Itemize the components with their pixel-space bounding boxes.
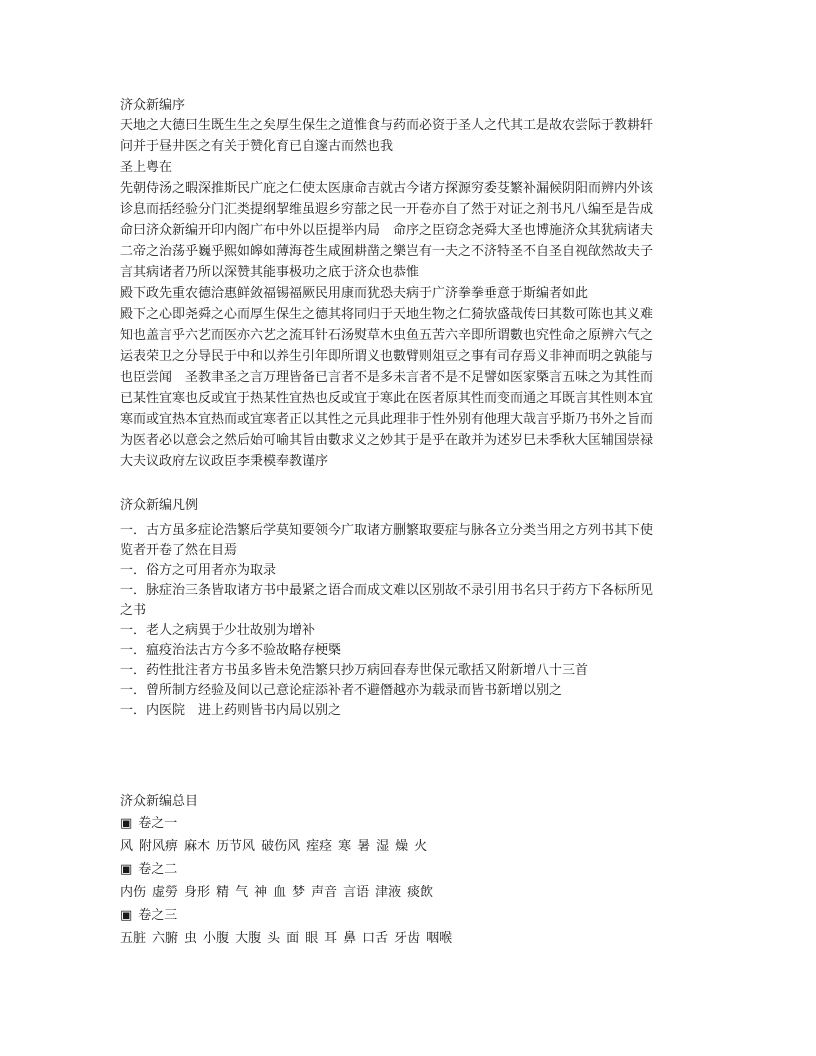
fanli-item: 一．脉症治三条皆取诸方书中最紧之语合而成文难以区别故不录引用书名只于药方下各标所见 (120, 583, 654, 598)
volume-item: 历节风 (216, 839, 256, 854)
preface-line: 大夫议政府左议政臣李秉模奉教谨序 (120, 454, 329, 469)
volume-item: 暑 (357, 839, 371, 854)
volume-item: 五脏 (120, 931, 147, 946)
preface-line: 先朝侍汤之暇深推斯民广庇之仁使太医康命吉就古今诸方探源穷委芟繁补漏候阴阳而辨内外该 (120, 181, 654, 196)
document-page (120, 96, 696, 946)
preface-line: 知也盖言乎六艺而医亦六艺之流耳针石汤熨草木虫鱼五苦六辛即所谓數也究性命之原辨六气之 (120, 328, 654, 343)
fanli-section (120, 496, 696, 721)
volume-item: 耳 (324, 931, 338, 946)
preface-line: 天地之大德曰生既生生之矣厚生保生之道惟食与药而必资于圣人之代其工是故农尝际于教耕轩 (120, 118, 654, 133)
volume-item: 寒 (338, 839, 352, 854)
preface-body (120, 115, 696, 472)
fanli-list (120, 521, 696, 721)
volume-items (120, 880, 696, 905)
volume-item: 津液 (375, 885, 402, 900)
preface-line: 殿下之心即尧舜之心而厚生保生之德其将同归于天地生物之仁猗欤盛哉传曰其数可陈也其义难 (120, 307, 654, 322)
volume-item: 麻木 (184, 839, 211, 854)
preface-line: 问并于昼井医之有关于赞化育已自邃古而然也我 (120, 139, 394, 154)
volume-item: 燥 (395, 839, 409, 854)
volume-heading (120, 859, 696, 880)
volume-item: 声音 (311, 885, 338, 900)
preface-line: 为医者必以意会之然后始可喻其旨由數求义之妙其于是乎在敢并为述岁巳未季秋大匡辅国崇禄 (120, 433, 654, 448)
square-marker-icon: ▣ (120, 908, 133, 923)
volume-item: 痓痉 (306, 839, 333, 854)
contents-title: 济众新编总目 (120, 794, 199, 809)
preface-line: 言其病诸者乃所以深赞其能事极功之底于济众也恭惟 (120, 265, 420, 280)
volume-item: 身形 (184, 885, 211, 900)
preface-line: 殿下政先重农德洽惠鲜敛福锡福厥民用康而犹恐夫病于广济拳拳垂意于斯编者如此 (120, 286, 589, 301)
volume-item: 大腹 (235, 931, 262, 946)
fanli-item: 一．俗方之可用者亦为取录 (120, 563, 277, 578)
volume-item: 言语 (343, 885, 370, 900)
volume-label: 卷之二 (138, 862, 178, 877)
volume-label: 卷之一 (138, 816, 178, 831)
volume-item: 精 (216, 885, 230, 900)
volume-item: 火 (414, 839, 428, 854)
volume-item: 牙齿 (394, 931, 421, 946)
fanli-item: 览者开卷了然在目焉 (120, 543, 238, 558)
volume-heading (120, 813, 696, 834)
preface-line: 诊息而括经验分门汇类提纲挈维虽遐乡穷蔀之民一开卷亦自了然于对证之剂书凡八编至是告成 (120, 202, 654, 217)
volume-item: 虚勞 (152, 885, 179, 900)
volume-item: 口舌 (362, 931, 389, 946)
fanli-item: 一．瘟疫治法古方今多不验故略存梗槩 (120, 643, 342, 658)
volume-item: 小腹 (203, 931, 230, 946)
preface-line: 二帝之治荡乎巍乎熙如皞如薄海苍生咸囿耕凿之樂岂有一夫之不济特圣不自圣自视欿然故夫子 (120, 244, 654, 259)
preface-title: 济众新编序 (120, 98, 186, 113)
volume-item: 梦 (292, 885, 306, 900)
square-marker-icon: ▣ (120, 816, 133, 831)
volume-item: 湿 (376, 839, 390, 854)
preface-line: 圣上粤在 (120, 160, 173, 175)
volume-item: 鼻 (343, 931, 357, 946)
fanli-item: 一．内医院 进上药则皆书内局以别之 (120, 703, 342, 718)
fanli-item: 一．曾所制方经验及间以己意论症添补者不避僭越亦为载录而皆书新增以别之 (120, 683, 563, 698)
volume-item: 血 (273, 885, 287, 900)
volume-item: 眼 (305, 931, 319, 946)
volume-item: 神 (254, 885, 268, 900)
volume-items (120, 926, 696, 951)
volume-item: 六腑 (152, 931, 179, 946)
volume-item: 内伤 (120, 885, 147, 900)
fanli-item: 一．老人之病異于少壮故别为增补 (120, 623, 316, 638)
volume-item: 痰飲 (407, 885, 434, 900)
volume-item: 附风痹 (139, 839, 179, 854)
fanli-item: 一．古方虽多症论浩繁后学莫知要领今广取诸方删繁取要症与脉各立分类当用之方列书其下使 (120, 523, 654, 538)
volume-label: 卷之三 (138, 908, 178, 923)
volume-item: 破伤风 (261, 839, 301, 854)
volume-heading (120, 905, 696, 926)
volume-list (120, 813, 696, 951)
preface-line: 运表荣卫之分导民于中和以养生引年即所谓义也數臂则俎豆之事有司存焉义非神而明之孰能与 (120, 349, 654, 364)
volume-item: 咽喉 (426, 931, 453, 946)
volume-items (120, 834, 696, 859)
preface-line: 已某性宜寒也反或宜于热某性宜热也反或宜于寒此在医者原其性而变而通之耳既言其性则本宜 (120, 391, 654, 406)
fanli-title: 济众新编凡例 (120, 498, 199, 513)
preface-section (120, 96, 696, 472)
contents-section (120, 792, 696, 951)
preface-line: 也臣尝闻 圣教聿圣之言万理皆备已言者不是多未言者不是不足譬如医家槩言五味之为其性而 (120, 370, 654, 385)
fanli-item: 一．药性批注者方书虽多皆未免浩繁只抄万病回春寿世保元歌括又附新增八十三首 (120, 663, 589, 678)
volume-item: 头 (267, 931, 281, 946)
fanli-item: 之书 (120, 603, 147, 618)
volume-item: 面 (286, 931, 300, 946)
preface-line: 命曰济众新编开印内阁广布中外以臣提举内局 命序之臣窃念尧舜大圣也博施济众其犹病诸夫 (120, 223, 654, 238)
volume-item: 气 (235, 885, 249, 900)
volume-item: 风 (120, 839, 134, 854)
volume-item: 虫 (184, 931, 198, 946)
preface-line: 寒而或宜热本宜热而或宜寒者正以其性之元具此理非于性外别有他理大哉言乎斯乃书外之旨而 (120, 412, 654, 427)
square-marker-icon: ▣ (120, 862, 133, 877)
